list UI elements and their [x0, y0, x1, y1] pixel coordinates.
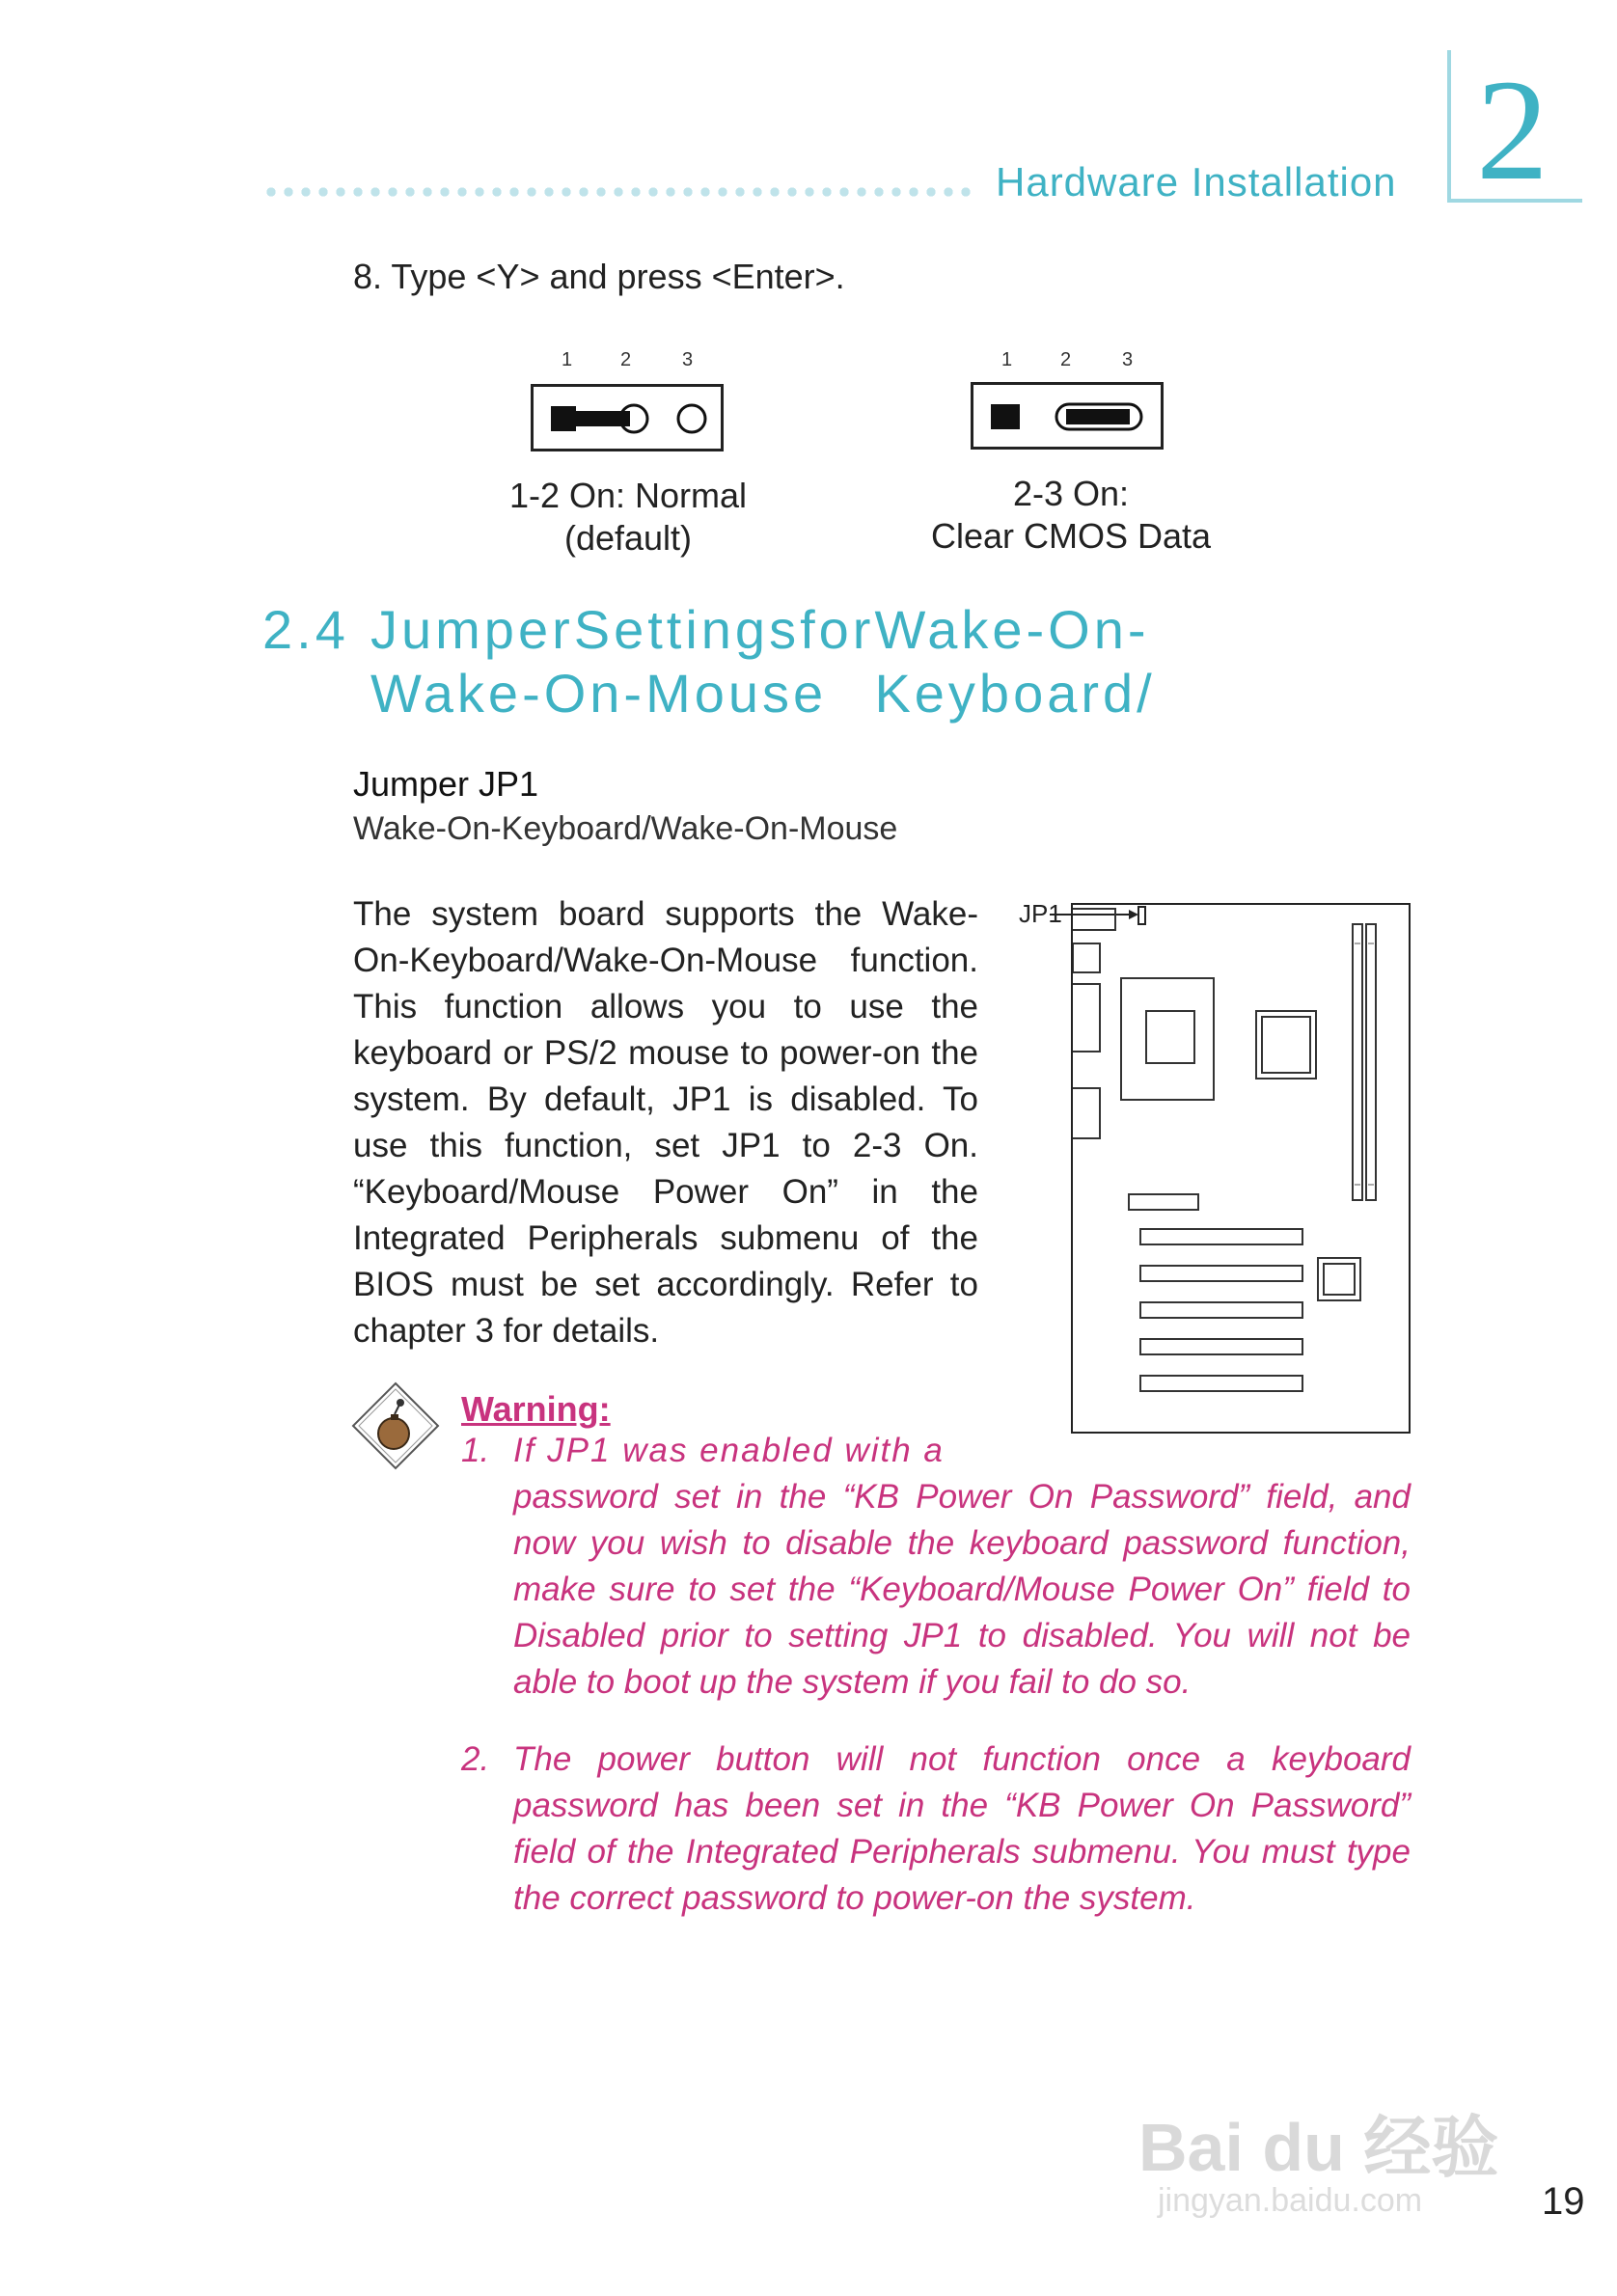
- section-title-word: Settings: [573, 599, 801, 660]
- warning-item-2: [461, 1736, 1411, 1929]
- jumper-normal-graphic: [534, 387, 721, 449]
- motherboard-layout-graphic: [1073, 905, 1409, 1432]
- pin-number-3: 3: [682, 349, 694, 370]
- chapter-number: 2: [1476, 50, 1548, 210]
- jumper-description: Wake-On-Keyboard/Wake-On-Mouse: [353, 810, 898, 847]
- jumper-clear-caption-line1: 2-3 On:: [1012, 474, 1130, 513]
- header-title: Hardware Installation: [996, 159, 1397, 205]
- pin-number-2: 2: [1060, 349, 1072, 370]
- body-paragraph: The system board supports the Wake-On-Keyboard/Wake-On-Mouse function. This function allows you to use the keyboard or PS/2 mouse to power-on the system. By default, JP1 is disabled. To use this function, set JP1 to 2-3 On. “Keyboard/Mouse Power On” in the Integrated Peripherals submenu of the BIOS must be set accordingly. Refer to chapter 3 for details.: [353, 895, 978, 1350]
- jumper-clear-graphic: [973, 385, 1161, 447]
- jumper-diagram-normal: [531, 384, 724, 451]
- warning-item-text: The power button will not function once a keyboard password has been set in the “KB Power On Password” field of the Integrated Peripherals submenu. You must type the correct password to power-on the system.: [513, 1740, 1411, 1917]
- pin-number-2: 2: [620, 349, 632, 370]
- warning-item-number: 1.: [461, 1432, 490, 1469]
- section-title-line2: Wake-On-Mouse: [370, 663, 828, 724]
- warning-item-first-line: If JP1 was enabled with a: [513, 1432, 945, 1469]
- pin-number-1: 1: [562, 349, 573, 370]
- page-number: 19: [1542, 2180, 1585, 2223]
- warning-item-number: 2.: [461, 1740, 490, 1778]
- warning-item-1: [461, 1428, 1411, 1717]
- watermark-logo: Bai du 经验: [1138, 2110, 1499, 2185]
- step-8-text: 8. Type <Y> and press <Enter>.: [353, 257, 845, 296]
- pin-number-3: 3: [1122, 349, 1134, 370]
- header-dot-rule: [262, 185, 976, 199]
- jumper-name: Jumper JP1: [353, 764, 539, 804]
- jumper-normal-caption-line1: 1-2 On: Normal: [508, 476, 748, 515]
- watermark-url: jingyan.baidu.com: [1158, 2182, 1423, 2219]
- section-number: 2.4: [262, 599, 349, 660]
- board-jp1-label: JP1: [1019, 899, 1062, 928]
- warning-item-text: password set in the “KB Power On Password” field, and now you wish to disable the keyboard password function, make sure to set the “Keyboard/Mouse Power On” field to Disabled prior to setting JP1 to disabled. You will not be able to boot up the system if you fail to do so.: [513, 1478, 1411, 1701]
- chapter-tab-line: [1447, 50, 1451, 203]
- jumper-clear-caption: [907, 473, 1235, 558]
- bomb-warning-icon: [349, 1380, 442, 1472]
- jumper-clear-caption-line2: Clear CMOS Data: [930, 516, 1212, 556]
- jumper-diagram-clear: [971, 382, 1164, 450]
- section-title-word: Jumper: [370, 599, 574, 660]
- section-title-word: Wake-On-Keyboard/: [874, 599, 1156, 724]
- jumper-normal-caption-line2: (default): [563, 518, 693, 558]
- pin-number-1: 1: [1001, 349, 1013, 370]
- jumper-normal-caption: [482, 475, 774, 560]
- section-title-word: for: [800, 599, 875, 660]
- motherboard-diagram: [1071, 903, 1411, 1434]
- warning-title: Warning:: [461, 1389, 611, 1429]
